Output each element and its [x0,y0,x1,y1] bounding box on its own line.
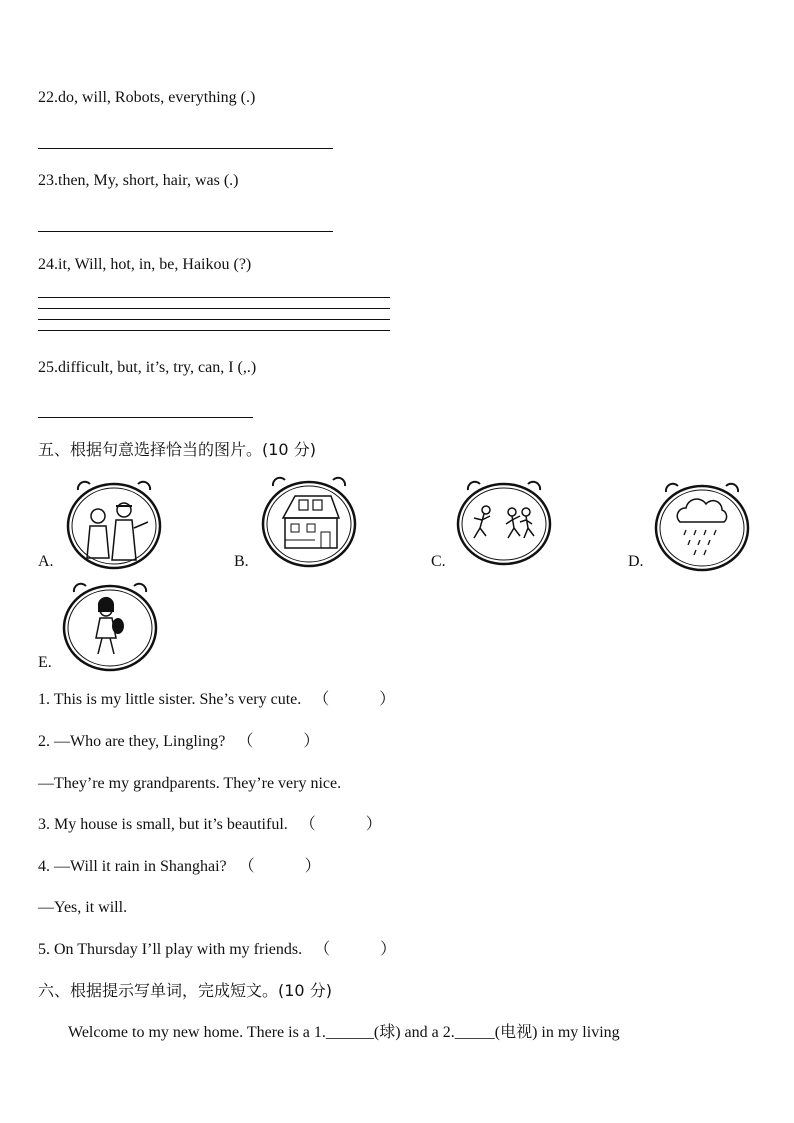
answer-line-23[interactable] [38,231,333,232]
section-5-heading: 五、根据句意选择恰当的图片。(10 分) [38,440,316,459]
question-5-2: 2. —Who are they, Lingling? （ ） [38,733,320,750]
question-5-3: 3. My house is small, but it’s beautiful. （ ） [38,816,382,833]
house-icon [259,474,359,568]
writing-line-4[interactable] [38,330,390,331]
dialogue-response-5-2: —They’re my grandparents. They’re very nice. [38,775,342,792]
answer-paren-close: ） [380,941,397,958]
writing-line-2 [38,308,390,309]
answer-paren-open[interactable]: （ [238,858,255,875]
answer-paren-open[interactable]: （ [313,691,330,708]
little-girl-icon [60,580,160,672]
question-23: 23.then, My, short, hair, was (.) [38,172,239,189]
answer-paren-close: ） [303,733,320,750]
answer-paren-close: ） [304,858,321,875]
answer-line-25[interactable] [38,417,253,418]
option-label-b: B. [234,553,249,570]
question-5-1: 1. This is my little sister. She’s very cute. （ ） [38,691,396,708]
answer-paren-close: ） [379,691,396,708]
answer-line-22[interactable] [38,148,333,149]
question-5-4: 4. —Will it rain in Shanghai? （ ） [38,858,321,875]
answer-paren-open[interactable]: （ [299,816,316,833]
option-label-a: A. [38,553,54,570]
question-25: 25.difficult, but, it’s, try, can, I (,.) [38,359,257,376]
writing-line-1[interactable] [38,297,390,298]
question-22: 22.do, will, Robots, everything (.) [38,89,256,106]
answer-paren-open[interactable]: （ [237,733,254,750]
writing-line-3 [38,319,390,320]
dialogue-response-5-4: —Yes, it will. [38,899,128,916]
children-playing-icon [454,478,554,568]
answer-paren-open[interactable]: （ [314,941,331,958]
section-6-heading: 六、根据提示写单词，完成短文。(10 分) [38,981,332,1000]
passage-text: Welcome to my new home. There is a 1.______(球) and a 2._____(电视) in my living [68,1024,620,1041]
option-label-c: C. [431,553,446,570]
answer-paren-close: ） [365,816,382,833]
question-24: 24.it, Will, hot, in, be, Haikou (?) [38,256,252,273]
rain-cloud-icon [652,480,752,572]
question-5-5: 5. On Thursday I’ll play with my friends. （ ） [38,941,397,958]
option-label-d: D. [628,553,644,570]
option-label-e: E. [38,654,52,671]
grandparents-icon [64,478,164,570]
